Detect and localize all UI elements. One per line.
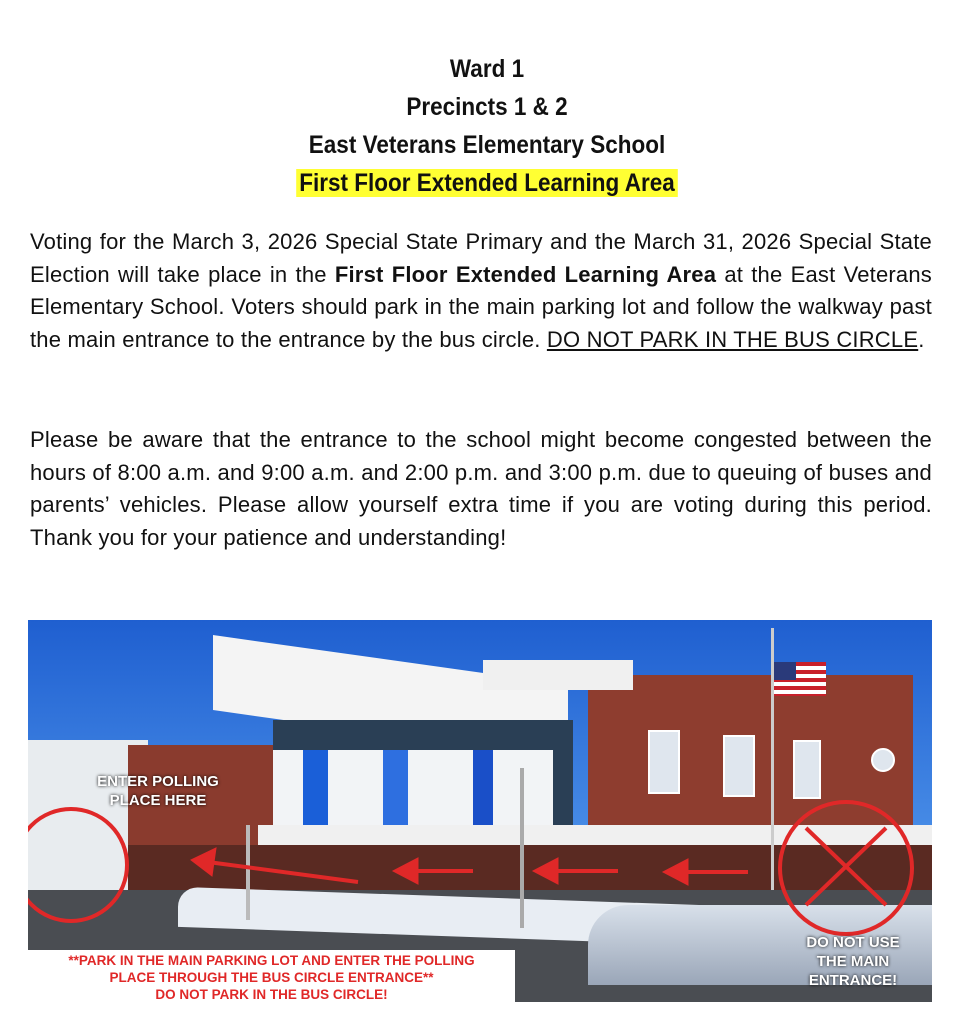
paragraph-text: at the East Veterans Elementary School. Voters should park in the main parking lot and follow the walkway past the main entrance to the entrance by the bus circle. bbox=[30, 261, 933, 352]
parking-caption: **PARK IN THE MAIN PARKING LOT AND ENTER THE POLLING PLACE THROUGH THE BUS CIRCLE ENTRANCE** DO NOT PARK IN THE BUS CIRCLE! bbox=[28, 950, 515, 1002]
bus-circle-warning: DO NOT PARK IN THE BUS CIRCLE bbox=[546, 326, 919, 352]
paragraph-text: . bbox=[918, 326, 925, 352]
enter-here-label: ENTER POLLING PLACE HERE bbox=[97, 773, 219, 809]
paragraph-text: Voting for the March 3, 2026 Special State Primary and the March 31, 2026 Special State Election will take place in the bbox=[30, 229, 932, 287]
arrow-icons bbox=[191, 848, 748, 885]
school-title: East Veterans Elementary School bbox=[308, 131, 666, 159]
heading bbox=[0, 50, 974, 202]
paragraph-bold: First Floor Extended Learning Area bbox=[334, 261, 717, 287]
school-photo bbox=[28, 620, 932, 1002]
do-not-use-label: DO NOT USE THE MAIN ENTRANCE! bbox=[806, 934, 900, 989]
ward-title: Ward 1 bbox=[449, 55, 525, 83]
congestion-paragraph: Please be aware that the entrance to the school might become congested between the hours of 8:00 a.m. and 9:00 a.m. and 2:00 p.m. and 3:00 p.m. due to queuing of buses and parents’ vehicles. Please allow yourself extra time if you are voting during this period. Thank you for your patience and understanding! bbox=[30, 427, 932, 550]
entrance-circle-icon bbox=[28, 809, 127, 921]
location-highlight: First Floor Extended Learning Area bbox=[297, 169, 678, 197]
precincts-title: Precincts 1 & 2 bbox=[406, 93, 568, 121]
voting-location-paragraph bbox=[30, 226, 932, 356]
